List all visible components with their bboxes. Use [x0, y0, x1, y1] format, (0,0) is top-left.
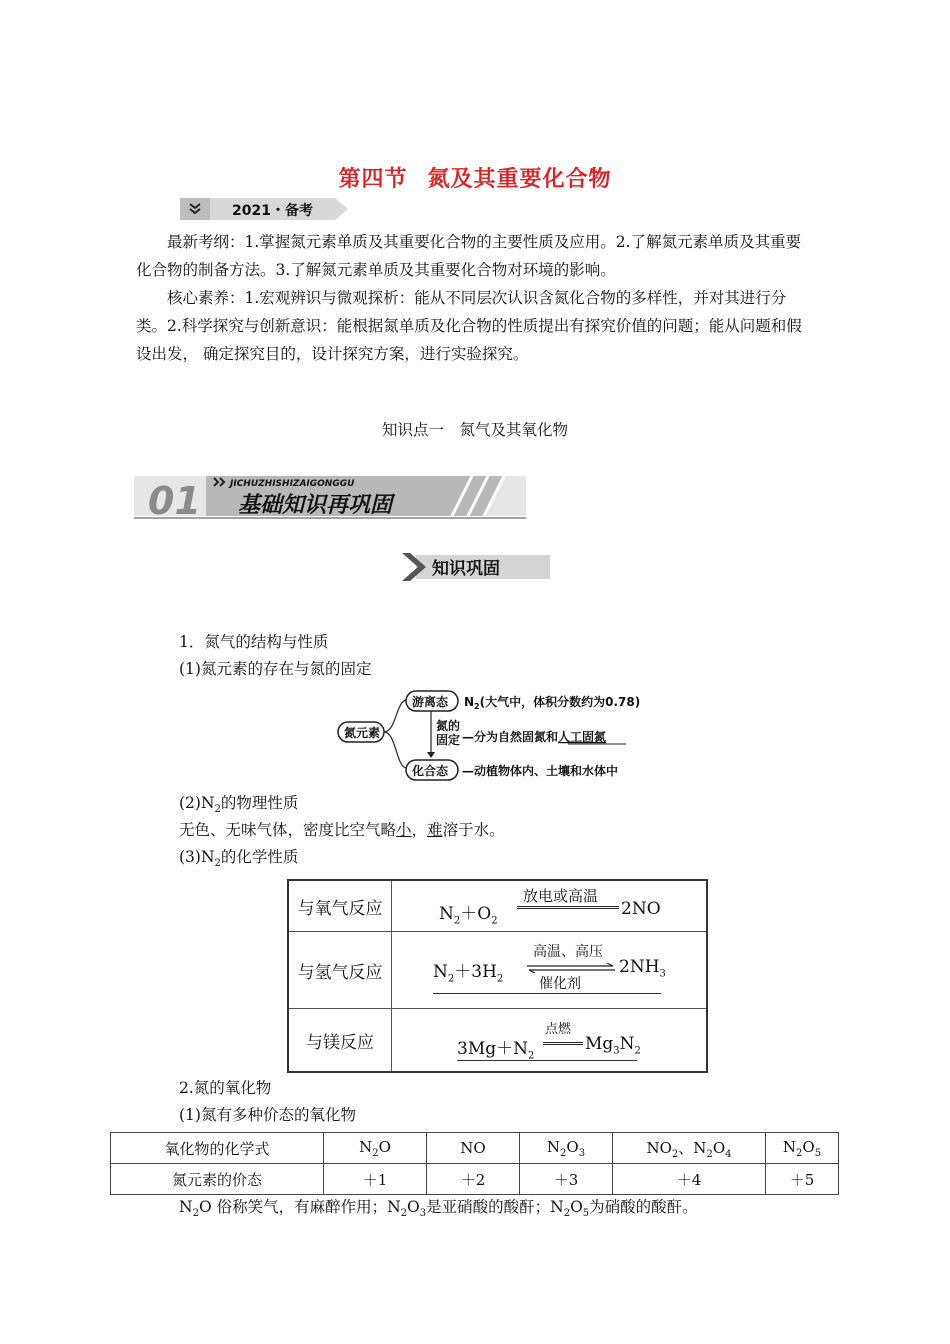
basic-knowledge-banner: [134, 472, 526, 522]
valence-cell: ＋5: [766, 1164, 839, 1195]
reaction-equation: $3Mg+N_2$ 点燃 $Mg_3N_2$: [392, 1009, 708, 1073]
reaction-row: [288, 1009, 707, 1073]
heading-nitrogen-oxides: 2.氮的氧化物: [179, 1079, 272, 1097]
exam-outline-paragraph: 最新考纲：1.掌握氮元素单质及其重要化合物的主要性质及应用。2.了解氮元素单质及其重要化合物的制备方法。3.了解氮元素单质及其重要化合物对环境的影响。: [136, 233, 802, 279]
table-row: [111, 1164, 839, 1195]
reaction-equation: $N_2+O_2$ 放电或高温 2NO: [392, 880, 708, 932]
formula-cell: NO: [427, 1133, 520, 1164]
reaction-label: 与氢气反应: [288, 932, 392, 1009]
page-title: 第四节 氮及其重要化合物: [338, 167, 612, 192]
row-label: 氧化物的化学式: [111, 1133, 324, 1164]
reversible-arrow-icon: [525, 963, 617, 973]
valence-cell: ＋3: [520, 1164, 613, 1195]
diagram-fixation-desc: —分为自然固氮和人工固氮: [462, 730, 607, 744]
banner-pinyin: JICHUZHISHIZAIGONGGU: [230, 479, 355, 489]
diagram-combined-desc: —动植物体内、土壤和水体中: [462, 764, 619, 778]
diagram-fixation-b: 固定: [436, 733, 461, 747]
formula-cell: $N_2O_5$: [766, 1133, 839, 1164]
nitrogen-existence-diagram: [330, 686, 650, 782]
formula-cell: $N_2O_3$: [520, 1133, 613, 1164]
diagram-free-desc: $N_2$(大气中，体积分数约为0.78): [464, 695, 641, 711]
heading-nitrogen-structure: 1．氮气的结构与性质: [179, 633, 329, 651]
core-literacy-paragraph: 核心素养：1.宏观辨识与微观探析：能从不同层次认识含氮化合物的多样性，并对其进行分类。2.科学探究与创新意识：能根据氮单质及化合物的性质提出有探究价值的问题；能从问题和假设出发， 确定探究目的，设计探究方案，进行实验探究。: [136, 289, 802, 363]
oxide-table: [110, 1132, 839, 1195]
heading-physical-properties: $(2)N_2$的物理性质: [179, 794, 299, 816]
formula-cell: $NO_2$、$N_2O_4$: [613, 1133, 766, 1164]
reaction-label: 与镁反应: [288, 1009, 392, 1073]
heading-oxide-valences: (1)氮有多种价态的氧化物: [179, 1106, 356, 1124]
reaction-row: [288, 932, 707, 1009]
reaction-table: [287, 879, 708, 1073]
diagram-fixation-a: 氮的: [436, 719, 461, 733]
table-row: [111, 1133, 839, 1164]
oxide-note: $N_2O$ 俗称笑气，有麻醉作用；$N_2O_3$是亚硝酸的酸酐；$N_2O_5$为硝酸的酸酐。: [179, 1198, 698, 1220]
sub-banner-label: 知识巩固: [432, 559, 500, 579]
valence-cell: ＋4: [613, 1164, 766, 1195]
physical-properties-text: 无色、无味气体，密度比空气略小，难溶于水。: [179, 821, 505, 839]
valence-cell: ＋1: [324, 1164, 427, 1195]
reaction-row: [288, 880, 707, 932]
knowledge-consolidation-banner: [402, 553, 550, 581]
banner-title: 基础知识再巩固: [238, 493, 393, 518]
ribbon-label: 2021・备考: [232, 203, 313, 219]
banner-number: 01: [148, 479, 201, 522]
row-label: 氮元素的价态: [111, 1164, 324, 1195]
diagram-root: 氮元素: [344, 726, 381, 740]
reaction-label: 与氧气反应: [288, 880, 392, 932]
diagram-free-state: 游离态: [412, 695, 449, 709]
reaction-equation: $N_2+3H_2$ 高温、高压 催化剂 $2NH_3$: [392, 932, 708, 1009]
diagram-combined-state: 化合态: [412, 764, 449, 778]
formula-cell: $N_2O$: [324, 1133, 427, 1164]
heading-existence-fixation: (1)氮元素的存在与氮的固定: [179, 660, 372, 678]
valence-cell: ＋2: [427, 1164, 520, 1195]
heading-chemical-properties: $(3)N_2$的化学性质: [179, 848, 299, 870]
knowledge-point-heading: 知识点一 氮气及其氧化物: [381, 421, 568, 439]
